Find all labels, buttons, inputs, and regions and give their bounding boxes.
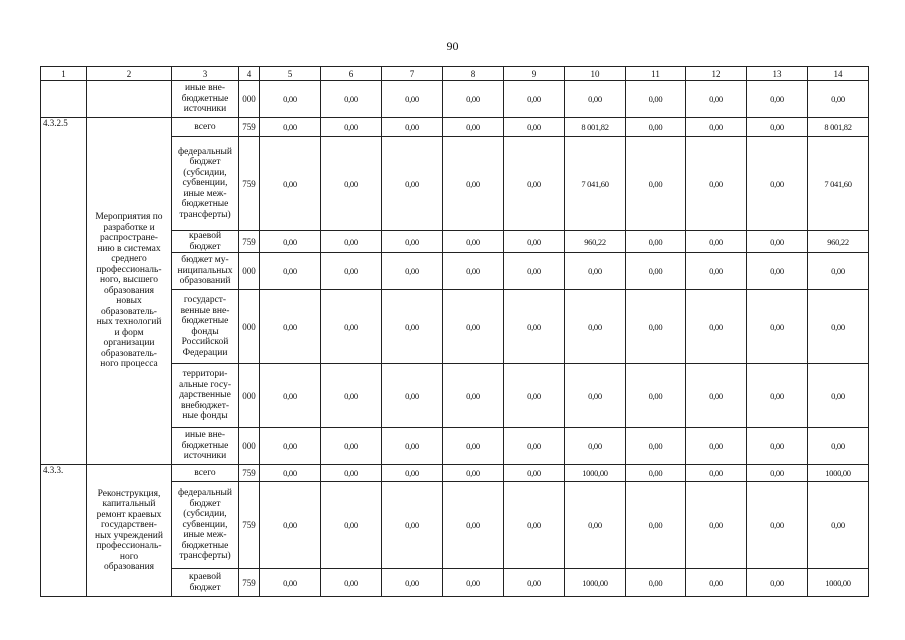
- value-cell: 960,22: [808, 231, 869, 253]
- value-cell: 0,00: [565, 290, 626, 364]
- value-cell: 0,00: [260, 81, 321, 118]
- value-cell: 7 041,60: [565, 137, 626, 231]
- value-cell: 0,00: [382, 428, 443, 465]
- value-cell: 0,00: [260, 482, 321, 569]
- column-header-10: 10: [565, 67, 626, 81]
- value-cell: 0,00: [626, 482, 686, 569]
- value-cell: 0,00: [321, 231, 382, 253]
- value-cell: 0,00: [747, 465, 808, 482]
- table-row: [41, 465, 869, 482]
- value-cell: 0,00: [443, 253, 504, 290]
- value-cell: 1000,00: [565, 569, 626, 597]
- value-cell: 7 041,60: [808, 137, 869, 231]
- row-code: 4.3.2.5: [41, 118, 87, 465]
- value-cell: 0,00: [443, 428, 504, 465]
- table-row: [41, 81, 869, 118]
- value-cell: 0,00: [686, 81, 747, 118]
- value-cell: 0,00: [382, 482, 443, 569]
- funding-source: иные вне- бюджетные источники: [172, 81, 239, 118]
- value-cell: 0,00: [747, 253, 808, 290]
- value-cell: 0,00: [808, 290, 869, 364]
- value-cell: 0,00: [443, 364, 504, 428]
- value-cell: 0,00: [321, 428, 382, 465]
- budget-code: 759: [239, 465, 260, 482]
- value-cell: 0,00: [747, 137, 808, 231]
- value-cell: 0,00: [747, 81, 808, 118]
- value-cell: 8 001,82: [565, 118, 626, 137]
- value-cell: 0,00: [504, 118, 565, 137]
- value-cell: 0,00: [443, 290, 504, 364]
- column-header-3: 3: [172, 67, 239, 81]
- value-cell: 0,00: [747, 569, 808, 597]
- budget-code: 759: [239, 482, 260, 569]
- value-cell: 0,00: [686, 231, 747, 253]
- value-cell: 0,00: [686, 253, 747, 290]
- funding-source: краевой бюджет: [172, 569, 239, 597]
- header-row: [41, 67, 869, 81]
- value-cell: 1000,00: [565, 465, 626, 482]
- budget-code: 000: [239, 364, 260, 428]
- value-cell: 0,00: [565, 253, 626, 290]
- value-cell: 0,00: [504, 364, 565, 428]
- budget-code: 000: [239, 253, 260, 290]
- value-cell: 0,00: [504, 290, 565, 364]
- value-cell: 0,00: [565, 364, 626, 428]
- value-cell: 0,00: [504, 482, 565, 569]
- value-cell: 0,00: [321, 569, 382, 597]
- column-header-14: 14: [808, 67, 869, 81]
- funding-source: федеральный бюджет (субсидии, субвенции, иные меж- бюджетные трансферты): [172, 137, 239, 231]
- budget-code: 000: [239, 290, 260, 364]
- table-row: [41, 118, 869, 137]
- value-cell: 0,00: [747, 482, 808, 569]
- row-code: [41, 81, 87, 118]
- value-cell: 0,00: [747, 231, 808, 253]
- value-cell: 0,00: [260, 569, 321, 597]
- value-cell: 0,00: [382, 569, 443, 597]
- column-header-12: 12: [686, 67, 747, 81]
- value-cell: 0,00: [626, 290, 686, 364]
- measure-name: Реконструкция, капитальный ремонт краевых государствен- ных учреждений профессиональ- ного образования: [87, 465, 172, 597]
- page-number: 90: [446, 39, 459, 53]
- funding-source: краевой бюджет: [172, 231, 239, 253]
- value-cell: 0,00: [382, 118, 443, 137]
- value-cell: 0,00: [747, 118, 808, 137]
- value-cell: 0,00: [321, 118, 382, 137]
- value-cell: 0,00: [260, 253, 321, 290]
- measure-name: Мероприятия по разработке и распростране- нию в системах среднего профессиональ- ного, высшего образования новых образователь- ных технологий и форм организации образователь- ного процесса: [87, 118, 172, 465]
- column-header-13: 13: [747, 67, 808, 81]
- measure-name: [87, 81, 172, 118]
- value-cell: 0,00: [626, 465, 686, 482]
- row-code: 4.3.3.: [41, 465, 87, 597]
- value-cell: 0,00: [321, 482, 382, 569]
- value-cell: 0,00: [382, 253, 443, 290]
- value-cell: 0,00: [626, 81, 686, 118]
- value-cell: 0,00: [626, 137, 686, 231]
- value-cell: 0,00: [626, 569, 686, 597]
- value-cell: 0,00: [808, 428, 869, 465]
- value-cell: 0,00: [382, 465, 443, 482]
- value-cell: 0,00: [382, 231, 443, 253]
- value-cell: 0,00: [260, 118, 321, 137]
- value-cell: 0,00: [626, 118, 686, 137]
- value-cell: 0,00: [321, 137, 382, 231]
- value-cell: 0,00: [808, 81, 869, 118]
- column-header-6: 6: [321, 67, 382, 81]
- value-cell: 0,00: [565, 428, 626, 465]
- column-header-11: 11: [626, 67, 686, 81]
- value-cell: 960,22: [565, 231, 626, 253]
- budget-code: 000: [239, 428, 260, 465]
- value-cell: 0,00: [443, 137, 504, 231]
- funding-source: всего: [172, 118, 239, 137]
- value-cell: 0,00: [626, 231, 686, 253]
- value-cell: 0,00: [260, 465, 321, 482]
- value-cell: 0,00: [686, 290, 747, 364]
- value-cell: 0,00: [443, 118, 504, 137]
- column-header-1: 1: [41, 67, 87, 81]
- value-cell: 0,00: [747, 428, 808, 465]
- value-cell: 0,00: [382, 81, 443, 118]
- value-cell: 0,00: [260, 231, 321, 253]
- column-header-5: 5: [260, 67, 321, 81]
- value-cell: 0,00: [321, 465, 382, 482]
- column-header-2: 2: [87, 67, 172, 81]
- value-cell: 1000,00: [808, 569, 869, 597]
- value-cell: 0,00: [504, 428, 565, 465]
- value-cell: 0,00: [626, 253, 686, 290]
- value-cell: 0,00: [565, 81, 626, 118]
- value-cell: 0,00: [443, 465, 504, 482]
- budget-code: 000: [239, 81, 260, 118]
- value-cell: 0,00: [686, 482, 747, 569]
- value-cell: 0,00: [686, 137, 747, 231]
- value-cell: 0,00: [321, 253, 382, 290]
- value-cell: 0,00: [321, 364, 382, 428]
- funding-source: государст- венные вне- бюджетные фонды Российской Федерации: [172, 290, 239, 364]
- funding-source: бюджет му- ниципальных образований: [172, 253, 239, 290]
- value-cell: 0,00: [260, 290, 321, 364]
- value-cell: 0,00: [808, 253, 869, 290]
- value-cell: 0,00: [504, 465, 565, 482]
- value-cell: 0,00: [686, 118, 747, 137]
- value-cell: 0,00: [443, 482, 504, 569]
- value-cell: 0,00: [321, 290, 382, 364]
- value-cell: 0,00: [504, 81, 565, 118]
- value-cell: 0,00: [504, 569, 565, 597]
- value-cell: 0,00: [443, 81, 504, 118]
- value-cell: 0,00: [443, 569, 504, 597]
- budget-code: 759: [239, 137, 260, 231]
- value-cell: 0,00: [626, 428, 686, 465]
- table-body: [41, 67, 869, 597]
- value-cell: 0,00: [504, 253, 565, 290]
- value-cell: 0,00: [443, 231, 504, 253]
- value-cell: 0,00: [565, 482, 626, 569]
- value-cell: 0,00: [686, 428, 747, 465]
- value-cell: 0,00: [686, 569, 747, 597]
- value-cell: 0,00: [747, 290, 808, 364]
- value-cell: 0,00: [382, 290, 443, 364]
- budget-table: [40, 66, 869, 597]
- budget-code: 759: [239, 118, 260, 137]
- funding-source: всего: [172, 465, 239, 482]
- value-cell: 0,00: [504, 137, 565, 231]
- value-cell: 0,00: [382, 364, 443, 428]
- value-cell: 0,00: [686, 465, 747, 482]
- funding-source: территори- альные госу- дарственные внебюджет- ные фонды: [172, 364, 239, 428]
- value-cell: 0,00: [382, 137, 443, 231]
- column-header-8: 8: [443, 67, 504, 81]
- funding-source: иные вне- бюджетные источники: [172, 428, 239, 465]
- value-cell: 0,00: [260, 364, 321, 428]
- value-cell: 0,00: [504, 231, 565, 253]
- value-cell: 0,00: [260, 137, 321, 231]
- column-header-9: 9: [504, 67, 565, 81]
- value-cell: 0,00: [808, 482, 869, 569]
- value-cell: 0,00: [747, 364, 808, 428]
- column-header-7: 7: [382, 67, 443, 81]
- value-cell: 0,00: [260, 428, 321, 465]
- value-cell: 0,00: [321, 81, 382, 118]
- value-cell: 1000,00: [808, 465, 869, 482]
- value-cell: 0,00: [686, 364, 747, 428]
- funding-source: федеральный бюджет (субсидии, субвенции, иные меж- бюджетные трансферты): [172, 482, 239, 569]
- budget-code: 759: [239, 231, 260, 253]
- budget-code: 759: [239, 569, 260, 597]
- value-cell: 8 001,82: [808, 118, 869, 137]
- column-header-4: 4: [239, 67, 260, 81]
- value-cell: 0,00: [626, 364, 686, 428]
- value-cell: 0,00: [808, 364, 869, 428]
